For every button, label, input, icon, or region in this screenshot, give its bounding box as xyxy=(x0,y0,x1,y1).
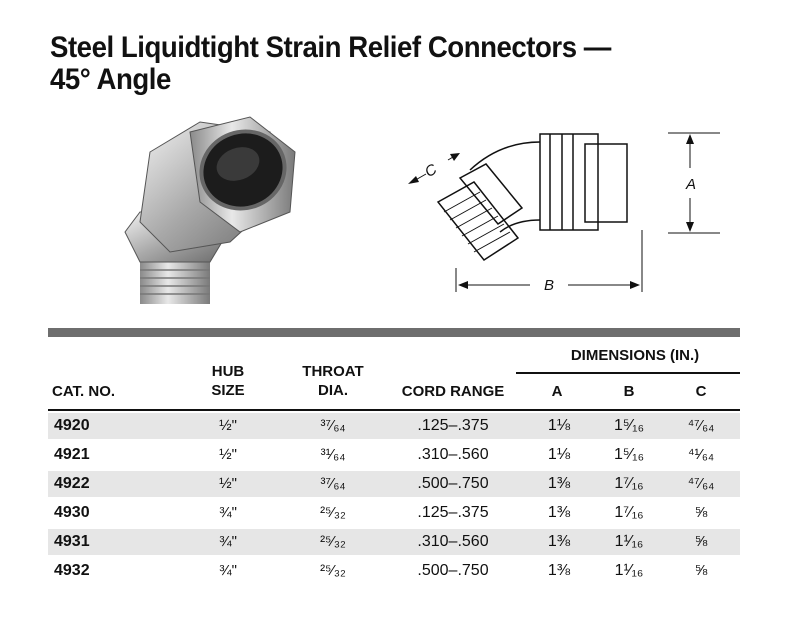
header-hub-line1: HUB xyxy=(211,363,245,380)
title-line-1: Steel Liquidtight Strain Relief Connectors — xyxy=(50,31,611,64)
header-hub-size xyxy=(198,362,258,400)
cell-hub: ½" xyxy=(219,475,237,492)
cell-c: ⅝ xyxy=(694,533,708,550)
cell-a: 1⅛ xyxy=(547,417,571,434)
section-rule xyxy=(48,328,740,337)
cell-throat: ²⁵⁄₃₂ xyxy=(320,562,346,579)
cell-cat: 4920 xyxy=(54,417,90,434)
cell-cat: 4932 xyxy=(54,562,90,579)
cell-cord: .500–.750 xyxy=(417,475,489,492)
table-row xyxy=(48,500,740,526)
header-a: A xyxy=(551,383,563,400)
cell-hub: ½" xyxy=(219,417,237,434)
cell-hub: ¾" xyxy=(219,562,237,579)
header-cat-no: CAT. NO. xyxy=(52,383,116,400)
cell-b: 1¹⁄₁₆ xyxy=(614,533,644,550)
header-cord-range: CORD RANGE xyxy=(401,383,505,400)
cell-a: 1⅜ xyxy=(547,504,571,521)
dimension-label-c: C xyxy=(422,160,440,181)
cell-cord: .310–.560 xyxy=(417,533,489,550)
cell-c: ⁴⁷⁄₆₄ xyxy=(687,475,715,492)
dimensions-underline xyxy=(516,372,740,374)
header-throat-line1: THROAT xyxy=(302,363,364,380)
connector-photo xyxy=(110,112,310,312)
cell-a: 1⅛ xyxy=(547,446,571,463)
table-row xyxy=(48,413,740,439)
cell-cord: .125–.375 xyxy=(417,504,489,521)
cell-throat: ³¹⁄₆₄ xyxy=(320,446,346,463)
cell-throat: ²⁵⁄₃₂ xyxy=(320,504,346,521)
cell-cord: .500–.750 xyxy=(417,562,489,579)
cell-throat: ³⁷⁄₆₄ xyxy=(320,475,346,492)
title-line-2: 45° Angle xyxy=(50,63,171,96)
cell-a: 1⅜ xyxy=(547,475,571,492)
cell-cat: 4931 xyxy=(54,533,90,550)
cell-hub: ¾" xyxy=(219,504,237,521)
dimension-diagram xyxy=(390,120,720,300)
header-throat-line2: DIA. xyxy=(318,382,348,399)
cell-hub: ¾" xyxy=(219,533,237,550)
cell-b: 1⁵⁄₁₆ xyxy=(613,446,645,463)
cell-cord: .310–.560 xyxy=(417,446,489,463)
cell-throat: ³⁷⁄₆₄ xyxy=(320,417,346,434)
table-row xyxy=(48,529,740,555)
cell-c: ⅝ xyxy=(694,504,708,521)
cell-throat: ²⁵⁄₃₂ xyxy=(320,533,346,550)
cell-cat: 4922 xyxy=(54,475,90,492)
header-c: C xyxy=(695,383,707,400)
cell-cat: 4930 xyxy=(54,504,90,521)
table-row xyxy=(48,558,740,584)
header-b: B xyxy=(623,383,635,400)
cell-cat: 4921 xyxy=(54,446,90,463)
cell-c: ⁴¹⁄₆₄ xyxy=(687,446,715,463)
table-row xyxy=(48,442,740,468)
cell-b: 1¹⁄₁₆ xyxy=(614,562,644,579)
cell-b: 1⁷⁄₁₆ xyxy=(614,504,644,521)
cell-b: 1⁵⁄₁₆ xyxy=(613,417,645,434)
cell-cord: .125–.375 xyxy=(417,417,489,434)
cell-c: ⁴⁷⁄₆₄ xyxy=(687,417,715,434)
dimension-label-a: A xyxy=(686,176,697,193)
cell-hub: ½" xyxy=(219,446,237,463)
header-dimensions: DIMENSIONS (IN.) xyxy=(570,347,700,364)
cell-a: 1⅜ xyxy=(547,562,571,579)
header-hub-line2: SIZE xyxy=(211,382,245,399)
dimension-label-b: B xyxy=(544,277,555,294)
cell-b: 1⁷⁄₁₆ xyxy=(614,475,644,492)
cell-c: ⅝ xyxy=(694,562,708,579)
cell-a: 1⅜ xyxy=(547,533,571,550)
table-row xyxy=(48,471,740,497)
page-title xyxy=(50,32,611,96)
header-underline xyxy=(48,409,740,411)
header-throat-dia xyxy=(290,362,376,400)
